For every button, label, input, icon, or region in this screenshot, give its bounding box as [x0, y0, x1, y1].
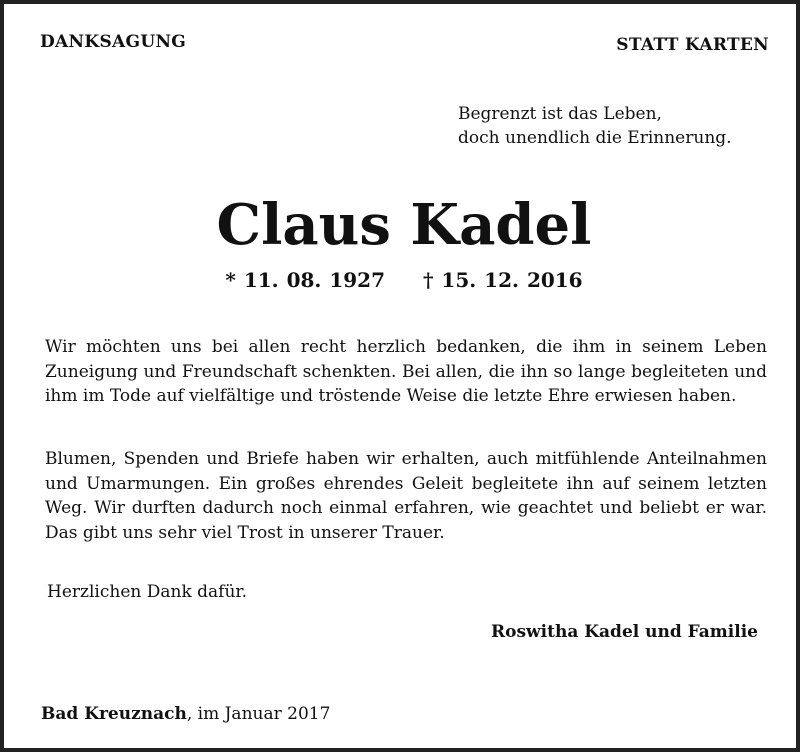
quote-line-1: Begrenzt ist das Leben,	[458, 104, 662, 124]
quote-line-2: doch unendlich die Erinnerung.	[458, 128, 732, 148]
quote-block	[458, 102, 732, 150]
thanks-paragraph-2: Blumen, Spenden und Briefe haben wir erhalten, auch mitfühlende Anteilnahmen und Umarmungen. Ein großes ehrendes Geleit begleitete ihn auf seinem letzten Weg. Wir durften dadurch noch einmal erfahren, wie geachtet und beliebt er war. Das gibt uns sehr viel Trost in unserer Trauer.	[45, 449, 767, 543]
death-date: † 15. 12. 2016	[423, 268, 583, 292]
place-date-line	[41, 704, 330, 724]
signature: Roswitha Kadel und Familie	[490, 622, 758, 642]
heading-statt-karten: STATT KARTEN	[616, 35, 769, 55]
thanks-paragraph-1: Wir möchten uns bei allen recht herzlich bedanken, die ihm in seinem Leben Zuneigung und Freundschaft schenkten. Bei allen, die ihn so lange begleiteten und ihm im Tode auf vielfältige und tröstende Weise die letzte Ehre erwiesen haben.	[45, 337, 767, 406]
heading-danksagung: DANKSAGUNG	[40, 32, 187, 52]
deceased-name: Claus Kadel	[216, 192, 592, 258]
closing-line: Herzlichen Dank dafür.	[47, 582, 248, 602]
place-name: Bad Kreuznach	[41, 704, 187, 724]
birth-date: * 11. 08. 1927	[225, 268, 385, 292]
life-dates	[4, 268, 800, 292]
date-text: , im Januar 2017	[186, 704, 331, 724]
